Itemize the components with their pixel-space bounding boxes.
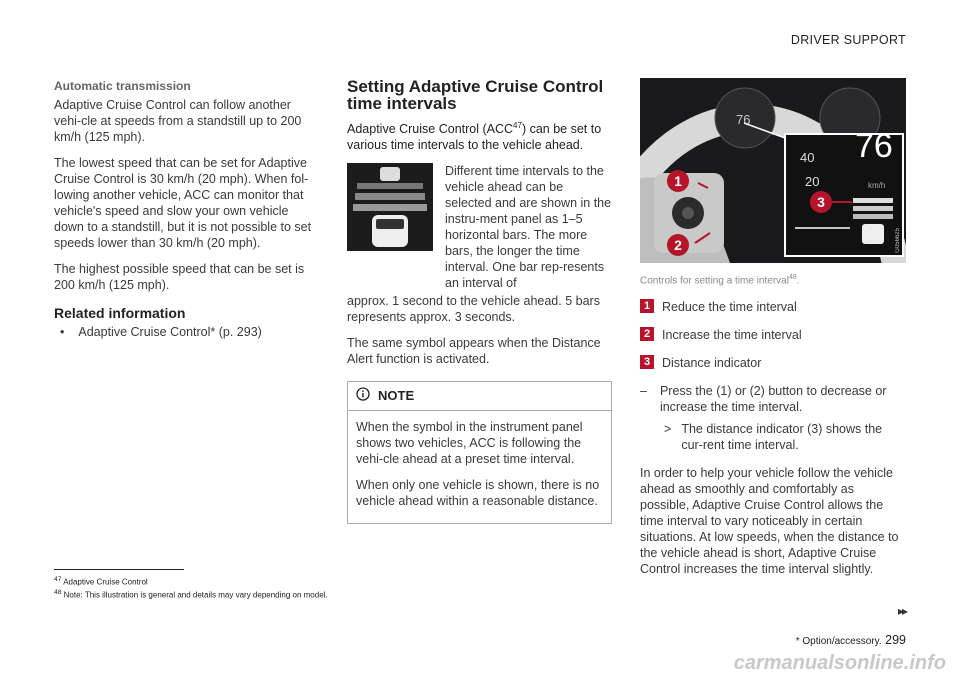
note-header [348, 382, 611, 411]
page-footer [796, 633, 906, 647]
svg-text:2: 2 [674, 237, 682, 253]
option-note: * Option/accessory. [795, 636, 882, 647]
related-item[interactable] [54, 324, 316, 340]
intro-paragraph: Adaptive Cruise Control (ACC$^{47}$) can be set to various time intervals to the vehicle ahead. [347, 121, 602, 153]
next-page-arrows-icon[interactable]: ▸▸ [897, 604, 906, 618]
column-3 [640, 78, 906, 587]
related-link[interactable]: Adaptive Cruise Control* (p. 293) [78, 325, 262, 339]
figure-caption: Controls for setting a time interval$^{48}$. [640, 274, 800, 287]
paragraph: In order to help your vehicle follow the vehicle ahead as smoothly and comfortably as possible, Adaptive Cruise Control allows the time interval to vary noticeably in certain situations. At low speeds, when the distance to the vehicle ahead is short, Adaptive Cruise Control increases the time interval slightly. [640, 466, 899, 577]
paragraph: The same symbol appears when the Distance Alert function is activated. [347, 336, 601, 367]
section-header: DRIVER SUPPORT [790, 33, 906, 47]
numbered-item [640, 299, 906, 315]
numbered-item-text: Increase the time interval [662, 328, 802, 343]
bullet-icon: • [60, 325, 65, 339]
distance-symbol-image [347, 163, 433, 251]
note-body [348, 411, 611, 523]
result-text: The distance indicator (3) shows the cur-rent time interval. [681, 422, 883, 453]
related-heading: Related information [54, 305, 186, 321]
section-title: Setting Adaptive Cruise Control time intervals [347, 77, 604, 113]
watermark: carmanualsonline.info [733, 652, 946, 674]
paragraph: Different time intervals to the vehicle ahead can be selected and are shown in the instru-ment panel as 1–5 horizontal bars. The more bars, the longer the time interval. One bar rep-resents an interval of [445, 164, 612, 291]
numbered-item [640, 355, 906, 371]
note-label: NOTE [378, 388, 415, 404]
paragraph: Adaptive Cruise Control can follow another vehi-cle at speeds from a standstill up to 200 km/h (125 mph). [54, 98, 302, 144]
note-box [347, 381, 612, 524]
svg-text:1: 1 [674, 173, 682, 189]
paragraph: When the symbol in the instrument panel shows two vehicles, ACC is following the vehi-cle ahead at a preset time interval. [356, 420, 583, 467]
column-1 [54, 78, 316, 340]
subheading: Automatic transmission [54, 79, 191, 93]
svg-text:3: 3 [817, 194, 825, 210]
paragraph: The lowest speed that can be set for Adaptive Cruise Control is 30 km/h (20 mph). When fol-lowing another vehicle, ACC can monitor that vehicle's speed and slow your own vehicle down to a standstill, but it is not possible to set speeds lower than 30 km/h (20 mph). [54, 156, 312, 250]
step-text: Press the (1) or (2) button to decrease or increase the time interval. [659, 384, 887, 415]
numbered-list [640, 299, 906, 371]
column-2 [347, 78, 612, 524]
footnote-divider [54, 569, 184, 570]
page-number: 299 [885, 633, 906, 647]
numbered-item-text: Reduce the time interval [662, 300, 797, 315]
number-badge: 1 [640, 299, 654, 313]
footnotes [54, 575, 328, 600]
step-result: > The distance indicator (3) shows the cur-rent time interval. [664, 421, 906, 453]
step-item: – Press the (1) or (2) button to decrease or increase the time interval. [640, 383, 906, 415]
image-code: G056625 [895, 228, 901, 253]
number-badge: 2 [640, 327, 654, 341]
numbered-item [640, 327, 906, 343]
numbered-item-text: Distance indicator [662, 356, 762, 371]
gauge-label: 40 [800, 150, 815, 165]
footnote: $^{47}$ Adaptive Cruise Control [54, 576, 148, 587]
gauge-unit: km/h [868, 181, 886, 190]
steering-wheel-illustration [640, 78, 906, 263]
number-badge: 3 [640, 355, 654, 369]
paragraph: approx. 1 second to the vehicle ahead. 5 bars represents approx. 3 seconds. [347, 294, 600, 325]
paragraph: The highest possible speed that can be set is 200 km/h (125 mph). [54, 262, 305, 292]
gauge-speed: 76 [855, 127, 893, 165]
paragraph: When only one vehicle is shown, there is no vehicle ahead within a reasonable distance. [356, 478, 600, 509]
gauge-small-speed: 76 [736, 112, 751, 127]
footnote: $^{48}$ Note: This illustration is general and details may vary depending on model. [54, 588, 328, 600]
gauge-label: 20 [805, 174, 820, 189]
info-icon [356, 387, 370, 405]
